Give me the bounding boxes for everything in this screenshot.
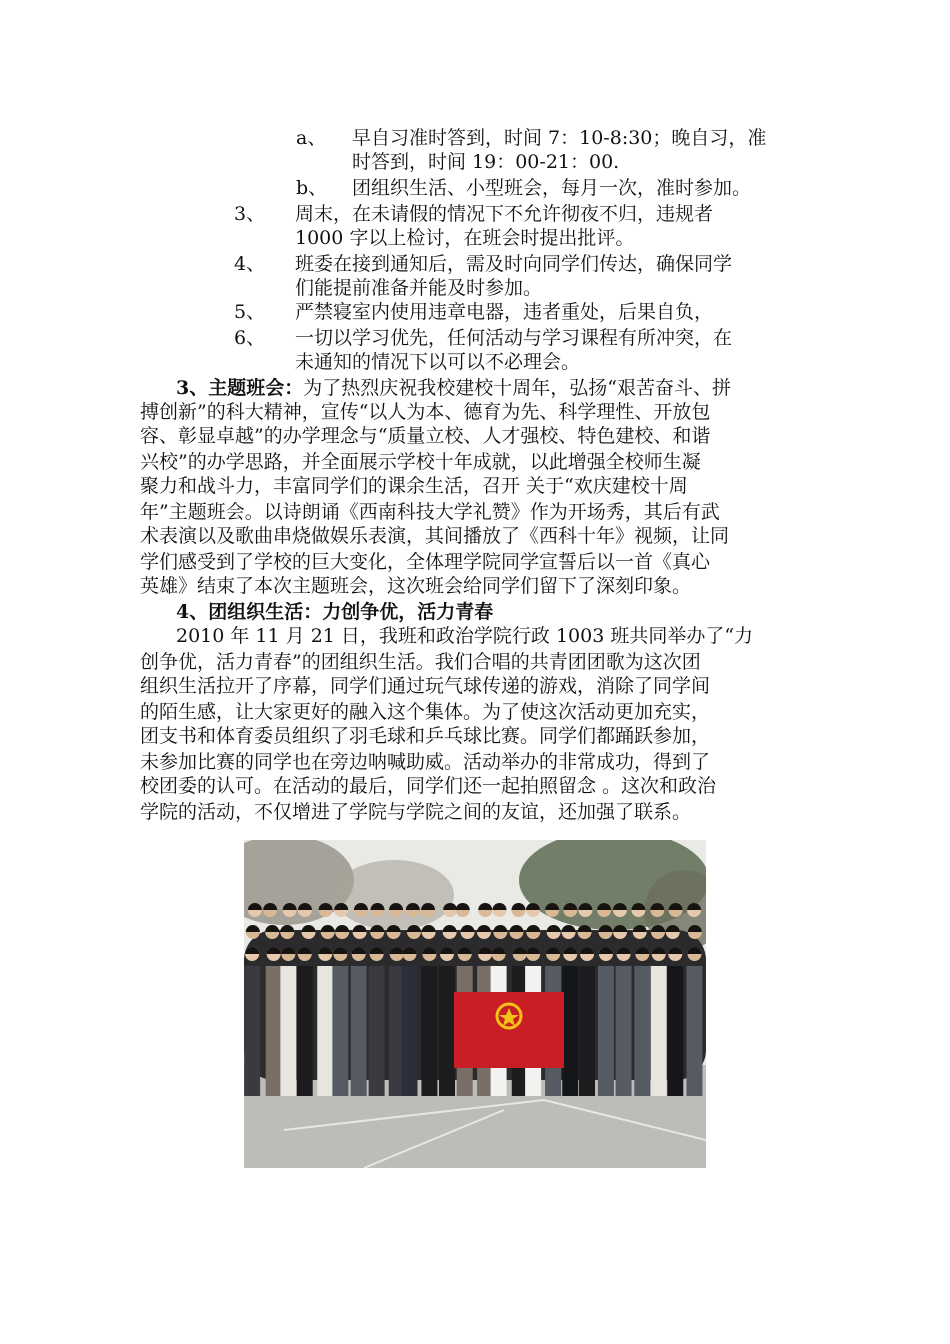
section-3-first-line	[176, 376, 731, 400]
rule-marker-6: 6、	[234, 327, 266, 349]
section-3-line-4: 兴校”的办学思路，并全面展示学校十年成就，以此增强全校师生凝	[140, 451, 701, 473]
section-4-line-3: 组织生活拉开了序幕，同学们通过玩气球传递的游戏，消除了同学间	[140, 675, 711, 697]
section-3-line-8: 学们感受到了学校的巨大变化，全体理学院同学宣誓后以一首《真心	[140, 551, 711, 573]
list-a-line-2: 时答到，时间 19：00-21：00.	[352, 151, 620, 173]
photo-person-body	[297, 966, 313, 1096]
list-b-line-1: 团组织生活、小型班会，每月一次，准时参加。	[352, 177, 752, 199]
photo-person-body	[616, 966, 632, 1096]
photo-person-body	[280, 966, 296, 1096]
photo-tree-mid	[334, 860, 454, 930]
photo-person-body	[667, 966, 683, 1096]
rule-6-line-1: 一切以学习优先，任何活动与学习课程有所冲突，在	[295, 327, 733, 349]
rule-4-line-2: 们能提前准备并能及时参加。	[295, 277, 543, 299]
photo-person-body	[266, 966, 282, 1096]
photo-person-body	[634, 966, 650, 1096]
rule-marker-5: 5、	[234, 301, 266, 323]
rule-3-line-2: 1000 字以上检讨，在班会时提出批评。	[295, 227, 635, 249]
rule-3-line-1: 周末，在未请假的情况下不允许彻夜不归，违规者	[295, 203, 714, 225]
section-4-line-5: 团支书和体育委员组织了羽毛球和乒乓球比赛。同学们都踊跃参加，	[140, 725, 711, 747]
photo-person-body	[598, 966, 614, 1096]
section-3-line-7: 术表演以及歌曲串烧做娱乐表演，其间播放了《西科十年》视频，让同	[140, 525, 730, 547]
section-4-heading: 4、团组织生活：力创争优，活力青春	[176, 601, 494, 623]
section-4-line-8: 学院的活动，不仅增进了学院与学院之间的友谊，还加强了联系。	[140, 801, 692, 823]
photo-person-body	[351, 966, 367, 1096]
section-4-line-7: 校团委的认可。在活动的最后，同学们还一起拍照留念 。这次和政治	[140, 775, 717, 797]
group-photo	[244, 840, 706, 1168]
photo-person-body	[651, 966, 667, 1096]
section-3-heading: 3、主题班会：	[176, 377, 304, 399]
photo-person-body	[332, 966, 348, 1096]
section-4-line-4: 的陌生感，让大家更好的融入这个集体。为了使这次活动更加充实，	[140, 701, 711, 723]
group-photo-illustration	[244, 840, 706, 1168]
list-a-line-1: 早自习准时答到，时间 7：10-8:30；晚自习，准	[352, 127, 767, 149]
photo-person-body	[562, 966, 578, 1096]
section-4-line-2: 创争优，活力青春”的团组织生活。我们合唱的共青团团歌为这次团	[140, 651, 701, 673]
photo-person-body	[317, 966, 333, 1096]
photo-person-body	[439, 966, 455, 1096]
photo-person-body	[402, 966, 418, 1096]
photo-person-body	[686, 966, 702, 1096]
rule-6-line-2: 未通知的情况下以可以不必理会。	[295, 351, 581, 373]
section-3-line-2: 搏创新”的科大精神，宣传“以人为本、德育为先、科学理性、开放包	[140, 401, 711, 423]
section-3-first-line-text: 为了热烈庆祝我校建校十周年，弘扬“艰苦奋斗、拼	[303, 377, 731, 399]
photo-person-body	[244, 966, 260, 1096]
photo-person-body	[369, 966, 385, 1096]
rule-marker-4: 4、	[234, 253, 266, 275]
section-4-line-6: 未参加比赛的同学也在旁边呐喊助威。活动举办的非常成功，得到了	[140, 751, 711, 773]
section-3-line-3: 容、彰显卓越”的办学理念与“质量立校、人才强校、特色建校、和谐	[140, 425, 711, 447]
section-3-line-6: 年”主题班会。以诗朗诵《西南科技大学礼赞》作为开场秀，其后有武	[140, 501, 720, 523]
section-4-line-1: 2010 年 11 月 21 日，我班和政治学院行政 1003 班共同举办了“力	[176, 625, 754, 647]
section-3-line-5: 聚力和战斗力，丰富同学们的课余生活，召开 关于“欢庆建校十周	[140, 475, 688, 497]
section-3-line-9: 英雄》结束了本次主题班会，这次班会给同学们留下了深刻印象。	[140, 575, 692, 597]
list-marker-a: a、	[296, 127, 327, 149]
list-marker-b: b、	[296, 177, 328, 199]
photo-person-body	[421, 966, 437, 1096]
rule-5-line-1: 严禁寝室内使用违章电器，违者重处，后果自负，	[295, 301, 714, 323]
rule-4-line-1: 班委在接到通知后，需及时向同学们传达，确保同学	[295, 253, 733, 275]
photo-person-body	[579, 966, 595, 1096]
rule-marker-3: 3、	[234, 203, 266, 225]
